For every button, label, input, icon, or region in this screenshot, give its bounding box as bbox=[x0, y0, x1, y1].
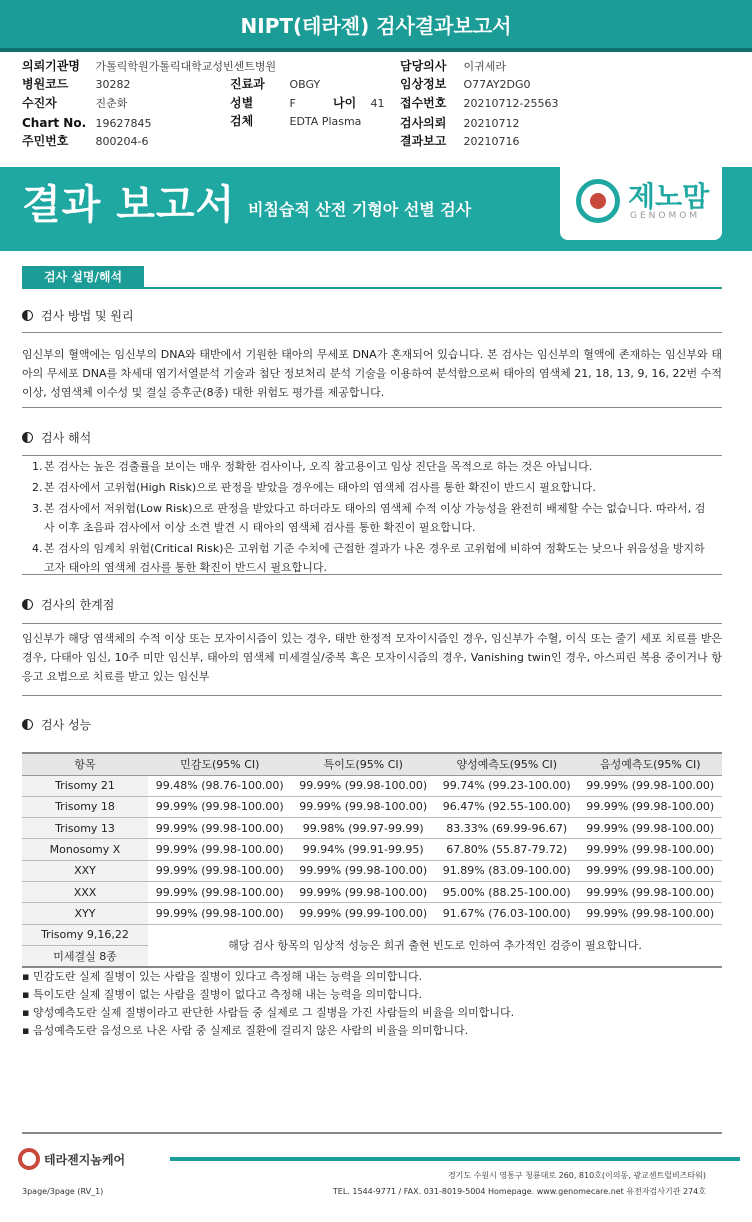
column-header: 양성예측도(95% CI) bbox=[435, 753, 579, 775]
report-title: NIPT(테라젠) 검사결과보고서 bbox=[0, 0, 752, 52]
result-banner bbox=[0, 167, 752, 251]
half-circle-icon bbox=[22, 719, 33, 730]
half-circle-icon bbox=[22, 310, 33, 321]
request-label: 검사의뢰 bbox=[400, 116, 447, 130]
request-value: 20210712 bbox=[463, 117, 520, 130]
sex-row bbox=[230, 93, 385, 113]
genomom-logo-icon bbox=[576, 179, 620, 223]
doctor-value: 이귀세라 bbox=[463, 60, 507, 73]
specimen-label: 검체 bbox=[230, 114, 254, 128]
chart-value: 19627845 bbox=[95, 117, 152, 130]
divider bbox=[22, 332, 722, 333]
report-date-row bbox=[400, 131, 520, 151]
company-logo: 테라젠지놈케어 bbox=[18, 1148, 125, 1170]
list-item: ▪ 특이도란 실제 질병이 없는 사람을 질병이 없다고 측정해 내는 능력을 의미합니다. bbox=[22, 986, 722, 1004]
list-item: ▪ 음성예측도란 음성으로 나온 사람 중 실제로 질환에 걸리지 않은 사람의 비율을 의미합니다. bbox=[22, 1022, 722, 1040]
clinical-label: 임상정보 bbox=[400, 77, 447, 91]
table-header-row bbox=[22, 753, 722, 775]
sex-value: F bbox=[289, 97, 296, 110]
list-item: ▪ 민감도란 실제 질병이 있는 사람을 질병이 있다고 측정해 내는 능력을 의미합니다. bbox=[22, 968, 722, 986]
interpretation-heading: 검사 해석 bbox=[22, 429, 91, 447]
table-row: XXY 99.99% (99.98-100.00) 99.99% (99.98-100.00) 91.89% (83.09-100.00) 99.99% (99.98-100.00) bbox=[22, 860, 722, 881]
banner-title: 결과 보고서 bbox=[22, 182, 236, 228]
interpretation-list bbox=[32, 457, 712, 579]
method-heading: 검사 방법 및 원리 bbox=[22, 307, 134, 325]
list-item: 4. 본 검사의 임계치 위험(Critical Risk)은 고위험 기준 수치에 근접한 결과가 나온 경우로 고위험에 비하여 정확도는 낮으나 위음성을 방지하고자 태아의 염색체 검사를 통한 확진이 반드시 필요합니다. bbox=[32, 542, 705, 574]
company-logo-icon bbox=[18, 1148, 40, 1170]
table-row: XXX 99.99% (99.98-100.00) 99.99% (99.98-100.00) 95.00% (88.25-100.00) 99.99% (99.98-100.00) bbox=[22, 881, 722, 902]
column-header: 특이도(95% CI) bbox=[292, 753, 436, 775]
department-row bbox=[230, 74, 320, 94]
collector-row bbox=[22, 93, 127, 113]
doctor-row bbox=[400, 56, 506, 76]
department-value: OBGY bbox=[289, 78, 321, 91]
table-row: Trisomy 18 99.99% (99.98-100.00) 99.99% (99.98-100.00) 96.47% (92.55-100.00) 99.99% (99.98-100.00) bbox=[22, 796, 722, 817]
table-row: XYY 99.99% (99.98-100.00) 99.99% (99.99-100.00) 91.67% (76.03-100.00) 99.99% (99.98-100.00) bbox=[22, 903, 722, 924]
table-row: Trisomy 9,16,22 해당 검사 항목의 임상적 성능은 희귀 출현 빈도로 인하여 추가적인 검증이 필요합니다. bbox=[22, 924, 722, 945]
table-row: Trisomy 13 99.99% (99.98-100.00) 99.98% (99.97-99.99) 83.33% (69.99-96.67) 99.99% (99.98-100.00) bbox=[22, 818, 722, 839]
section-tab-underline bbox=[22, 287, 722, 289]
specimen-value: EDTA Plasma bbox=[289, 115, 362, 128]
banner-subtitle: 비침습적 산전 기형아 선별 검사 bbox=[248, 200, 472, 219]
table-row: 미세결실 8종 bbox=[22, 945, 722, 966]
divider bbox=[22, 574, 722, 575]
id-value: 800204-6 bbox=[95, 135, 149, 148]
hospital-code-row bbox=[22, 74, 131, 94]
page-number: 3page/3page (RV_1) bbox=[22, 1187, 104, 1196]
list-item: ▪ 양성예측도란 실제 질병이라고 판단한 사람들 중 실제로 그 질병을 가진 사람들의 비율을 의미합니다. bbox=[22, 1004, 722, 1022]
divider bbox=[22, 695, 722, 696]
age-label: 나이 bbox=[333, 96, 357, 110]
footer-divider bbox=[22, 1132, 722, 1134]
institution-value: 가톨릭학원가톨릭대학교성빈센트병원 bbox=[95, 60, 277, 73]
half-circle-icon bbox=[22, 599, 33, 610]
divider bbox=[22, 455, 722, 456]
section-tab: 검사 설명/해석 bbox=[22, 266, 144, 288]
specimen-row bbox=[230, 111, 361, 131]
collector-label: 수진자 bbox=[22, 96, 57, 110]
method-text: 임신부의 혈액에는 임신부의 DNA와 태반에서 기원한 태아의 무세포 DNA가 혼재되어 있습니다. 본 검사는 임신부의 혈액에 존재하는 임신부와 태아의 무세포 DNA를 차세대 염기서열분석 기술과 첨단 정보처리 분석 기술을 이용하여 분석함으로써 태아의 염색체 21, 18, 13, 9, 16, 22번 수적 이상, 성염색체 이수성 및 결실 증후군(8종) 대한 위험도 평가를 제공합니다. bbox=[22, 348, 722, 399]
id-label: 주민번호 bbox=[22, 134, 69, 148]
logo-name: 제노맘 bbox=[628, 180, 710, 213]
receipt-row bbox=[400, 93, 558, 113]
hospital-code-label: 병원코드 bbox=[22, 77, 69, 91]
request-row bbox=[400, 113, 520, 133]
list-item: 1. 본 검사는 높은 검출률을 보이는 매우 정확한 검사이나, 오직 참고용이고 임상 진단을 목적으로 하는 것은 아닙니다. bbox=[32, 460, 593, 473]
collector-value: 진춘화 bbox=[95, 97, 128, 110]
report-date-label: 결과보고 bbox=[400, 134, 447, 148]
institution-label: 의뢰기관명 bbox=[22, 59, 80, 73]
extra-note: 해당 검사 항목의 임상적 성능은 희귀 출현 빈도로 인하여 추가적인 검증이 필요합니다. bbox=[148, 924, 722, 967]
definition-notes bbox=[22, 968, 722, 1040]
list-item: 3. 본 검사에서 저위험(Low Risk)으로 판정을 받았다고 하더라도 태아의 염색체 수적 이상 가능성을 완전히 배제할 수는 없습니다. 따라서, 검사 이후 초음파 검사에서 이상 소견 발견 시 태아의 염색체 검사를 통한 확진이 필요합니다. bbox=[32, 502, 706, 534]
divider bbox=[22, 623, 722, 624]
clinical-value: O77AY2DG0 bbox=[463, 78, 531, 91]
id-row bbox=[22, 131, 148, 151]
half-circle-icon bbox=[22, 432, 33, 443]
limitations-heading: 검사의 한계점 bbox=[22, 596, 114, 614]
receipt-value: 20210712-25563 bbox=[463, 97, 559, 110]
genomom-logo bbox=[560, 167, 722, 240]
limitations-text: 임신부가 해당 염색체의 수적 이상 또는 모자이시즘이 있는 경우, 태반 한정적 모자이시즘인 경우, 임신부가 수혈, 이식 또는 줄기 세포 치료를 받은 경우, 다태아 임신, 10주 미만 임신부, 태아의 염색체 미세결실/중복 혹은 모자이시즘의 경우, Vanishing twin인 경우, 아스피린 복용 중이거나 항 응고 요법으로 치료를 받고 있는 임신부 bbox=[22, 632, 722, 683]
footer-address: 경기도 수원시 영통구 청룡대로 260, 810호(이의동, 광교센트럴비즈타워) bbox=[447, 1171, 706, 1180]
footer-bar bbox=[170, 1157, 740, 1161]
column-header: 음성예측도(95% CI) bbox=[579, 753, 723, 775]
logo-en: GENOMOM bbox=[630, 211, 701, 221]
institution-row bbox=[22, 56, 276, 76]
column-header: 항목 bbox=[22, 753, 148, 775]
chart-label: Chart No. bbox=[22, 116, 87, 130]
performance-table bbox=[22, 752, 722, 968]
performance-heading: 검사 성능 bbox=[22, 716, 91, 734]
list-item: 2. 본 검사에서 고위험(High Risk)으로 판정을 받았을 경우에는 태아의 염색체 검사를 통한 확진이 반드시 필요합니다. bbox=[32, 481, 596, 494]
table-row: Trisomy 21 99.48% (98.76-100.00) 99.99% (99.98-100.00) 99.74% (99.23-100.00) 99.99% (99.98-100.00) bbox=[22, 775, 722, 796]
department-label: 진료과 bbox=[230, 77, 265, 91]
sex-label: 성별 bbox=[230, 96, 254, 110]
age-value: 41 bbox=[370, 97, 385, 110]
receipt-label: 접수번호 bbox=[400, 96, 447, 110]
chart-row bbox=[22, 113, 152, 133]
footer-contact: TEL. 1544-9771 / FAX. 031-8019-5004 Homepage. www.genomecare.net 유전자검사기관 274호 bbox=[332, 1187, 706, 1196]
report-date-value: 20210716 bbox=[463, 135, 520, 148]
column-header: 민감도(95% CI) bbox=[148, 753, 292, 775]
divider bbox=[22, 407, 722, 408]
hospital-code-value: 30282 bbox=[95, 78, 131, 91]
clinical-row bbox=[400, 74, 531, 94]
doctor-label: 담당의사 bbox=[400, 59, 447, 73]
table-row: Monosomy X 99.99% (99.98-100.00) 99.94% (99.91-99.95) 67.80% (55.87-79.72) 99.99% (99.98-100.00) bbox=[22, 839, 722, 860]
